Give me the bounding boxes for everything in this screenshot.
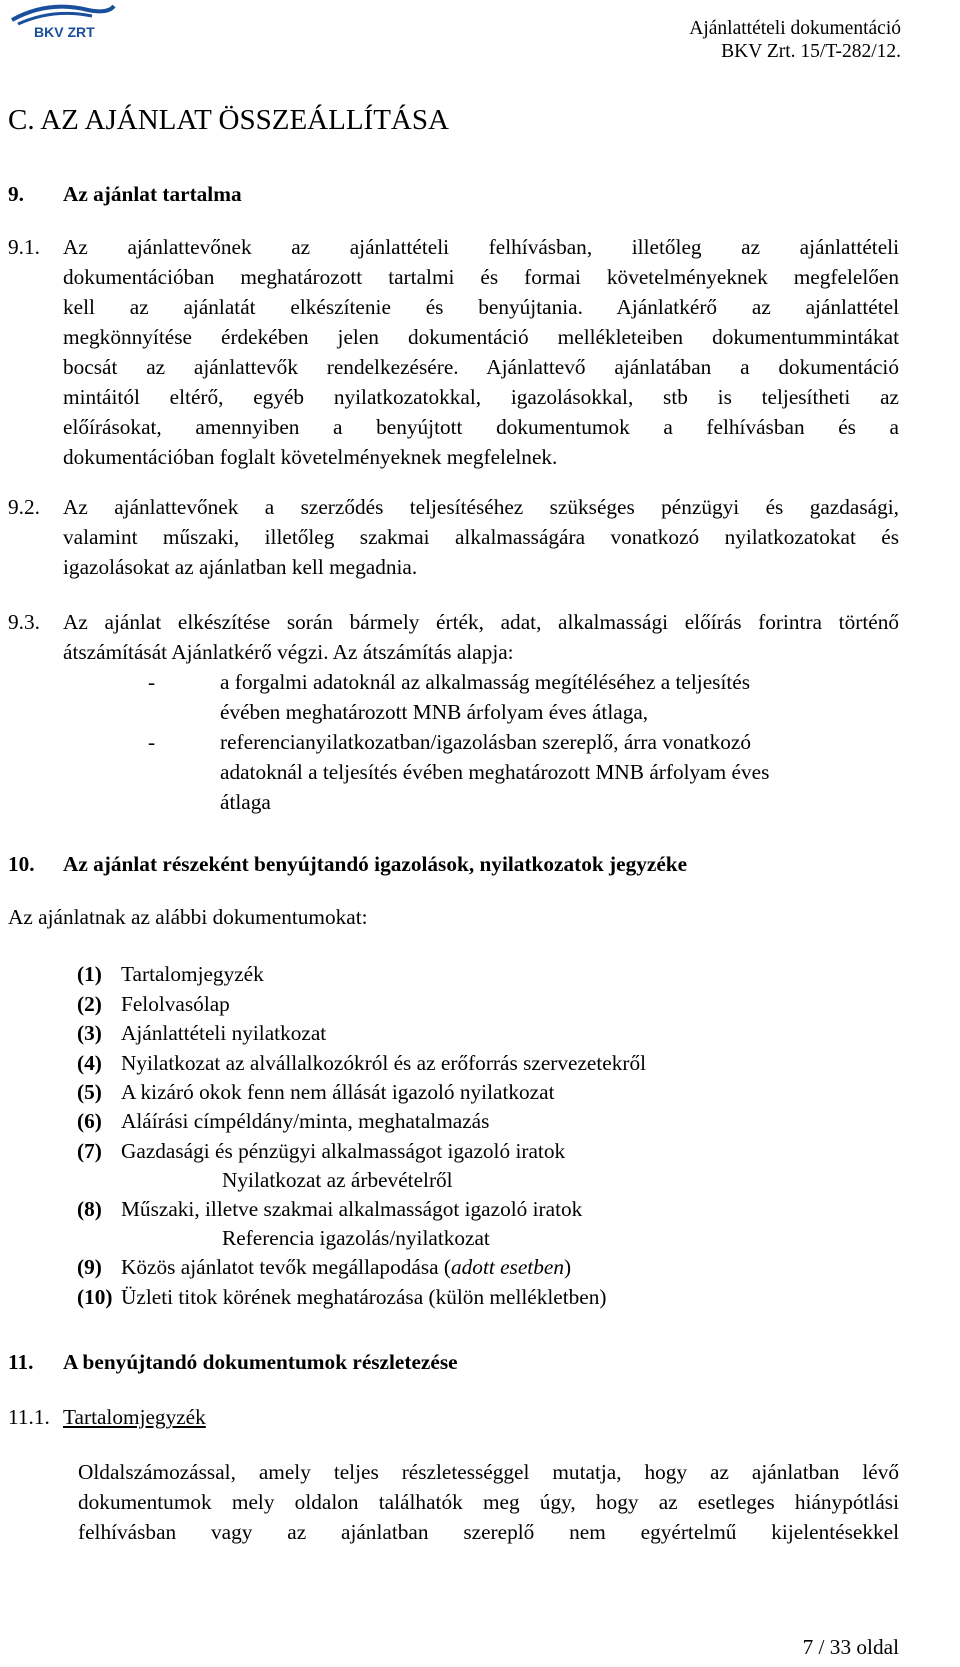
list-item-number: (10) [77,1285,113,1309]
list-item-text: Ajánlattételi nyilatkozat [121,1021,327,1045]
list-item-number: (2) [77,992,102,1016]
section-11-title: A benyújtandó dokumentumok részletezése [63,1350,458,1374]
para-9-1-number: 9.1. [8,235,40,259]
header-doc-title: Ajánlattételi dokumentáció [689,18,901,39]
text-line: Az ajánlattevőnek a szerződés teljesítéséhez szükséges pénzügyi és gazdasági, [63,495,899,519]
text-line: Az ajánlattevőnek az ajánlattételi felhívásban, illetőleg az ajánlattételi [63,235,899,259]
list-item-text: Gazdasági és pénzügyi alkalmasságot igazoló iratok [121,1139,566,1163]
part-title: C. AZ AJÁNLAT ÖSSZEÁLLÍTÁSA [8,104,449,136]
text-line: átlaga [220,790,271,814]
list-item-text [121,1252,571,1282]
list-item-text: A kizáró okok fenn nem állását igazoló nyilatkozat [121,1080,555,1104]
bullet-dash: - [148,670,156,694]
text-line: felhívásban vagy az ajánlatban szereplő nem egyértelmű kijelentésekkel [78,1520,899,1544]
header-doc-ref: BKV Zrt. 15/T-282/12. [721,41,901,62]
list-item-text-italic: adott esetben [451,1255,564,1279]
list-item-number: (5) [77,1080,102,1104]
list-item-number: (8) [77,1197,102,1221]
section-11-number: 11. [8,1350,34,1374]
text-line: Az ajánlat elkészítése során bármely érték, adat, alkalmassági előírás forintra történő [63,610,899,634]
para-9-2 [63,492,899,582]
text-line: dokumentációban meghatározott tartalmi és formai követelményeknek megfelelően [63,265,899,289]
text-line: dokumentációban foglalt követelményeknek megfelelnek. [63,445,558,469]
list-item-number: (1) [77,962,102,986]
list-item-text: Üzleti titok körének meghatározása (külön mellékletben) [121,1285,607,1309]
section-11-1-number: 11.1. [8,1405,50,1429]
text-line: kell az ajánlatát elkészítenie és benyújtania. Ajánlatkérő az ajánlattétel [63,295,899,319]
bullet-dash: - [148,730,156,754]
list-item-number: (9) [77,1255,102,1279]
list-item-subtext: Referencia igazolás/nyilatkozat [222,1226,490,1250]
para-9-3-number: 9.3. [8,610,40,634]
para-9-2-number: 9.2. [8,495,40,519]
text-line: évében meghatározott MNB árfolyam éves átlaga, [220,700,649,724]
document-list [0,959,900,1309]
page-number: 7 / 33 oldal [802,1635,899,1659]
bkv-logo [8,2,120,44]
list-item-text: Aláírási címpéldány/minta, meghatalmazás [121,1109,490,1133]
list-item-number: (7) [77,1139,102,1163]
text-line: igazolásokat az ajánlatban kell megadnia. [63,555,418,579]
text-line: dokumentumok mely oldalon találhatók meg úgy, hogy az esetleges hiánypótlási [78,1490,899,1514]
section-11-1-title: Tartalomjegyzék [63,1405,206,1429]
text-line: átszámítását Ajánlatkérő végzi. Az átszámítás alapja: [63,640,514,664]
text-line: előírásokat, amennyiben a benyújtott dokumentumok a felhívásban és a [63,415,899,439]
list-item-text-a: Közös ajánlatot tevők megállapodása ( [121,1255,451,1279]
text-line: Oldalszámozással, amely teljes részletességgel mutatja, hogy az ajánlatban lévő [78,1460,899,1484]
section-9-number: 9. [8,182,24,206]
para-9-3 [63,607,899,667]
list-item-text: Felolvasólap [121,992,230,1016]
section-10-number: 10. [8,852,35,876]
text-line: a forgalmi adatoknál az alkalmasság megítéléséhez a teljesítés [220,670,751,694]
section-9-title: Az ajánlat tartalma [63,182,242,206]
bullet-2 [220,727,769,817]
text-line: adatoknál a teljesítés évében meghatározott MNB árfolyam éves [220,760,770,784]
list-item-number: (4) [77,1051,102,1075]
para-11-1 [78,1457,899,1547]
list-item-text-b: ) [563,1255,572,1279]
text-line: mintáitól eltérő, egyéb nyilatkozatokkal, igazolásokkal, stb is teljesítheti az [63,385,899,409]
list-item-text: Tartalomjegyzék [121,962,264,986]
para-9-1 [63,232,899,472]
list-item-number: (3) [77,1021,102,1045]
logo-text: BKV ZRT [34,24,95,40]
text-line: referencianyilatkozatban/igazolásban szereplő, árra vonatkozó [220,730,751,754]
list-item-subtext: Nyilatkozat az árbevételről [222,1168,453,1192]
bullet-1 [220,667,750,727]
list-item-text: Nyilatkozat az alvállalkozókról és az erőforrás szervezetekről [121,1051,647,1075]
list-item-number: (6) [77,1109,102,1133]
text-line: valamint műszaki, illetőleg szakmai alkalmasságára vonatkozó nyilatkozatokat és [63,525,899,549]
text-line: megkönnyítése érdekében jelen dokumentáció mellékleteiben dokumentummintákat [63,325,899,349]
section-10-intro: Az ajánlatnak az alábbi dokumentumokat: [8,905,368,929]
list-item-text: Műszaki, illetve szakmai alkalmasságot igazoló iratok [121,1197,583,1221]
text-line: bocsát az ajánlattevők rendelkezésére. Ajánlattevő ajánlatában a dokumentáció [63,355,899,379]
section-10-title: Az ajánlat részeként benyújtandó igazolások, nyilatkozatok jegyzéke [63,852,688,876]
